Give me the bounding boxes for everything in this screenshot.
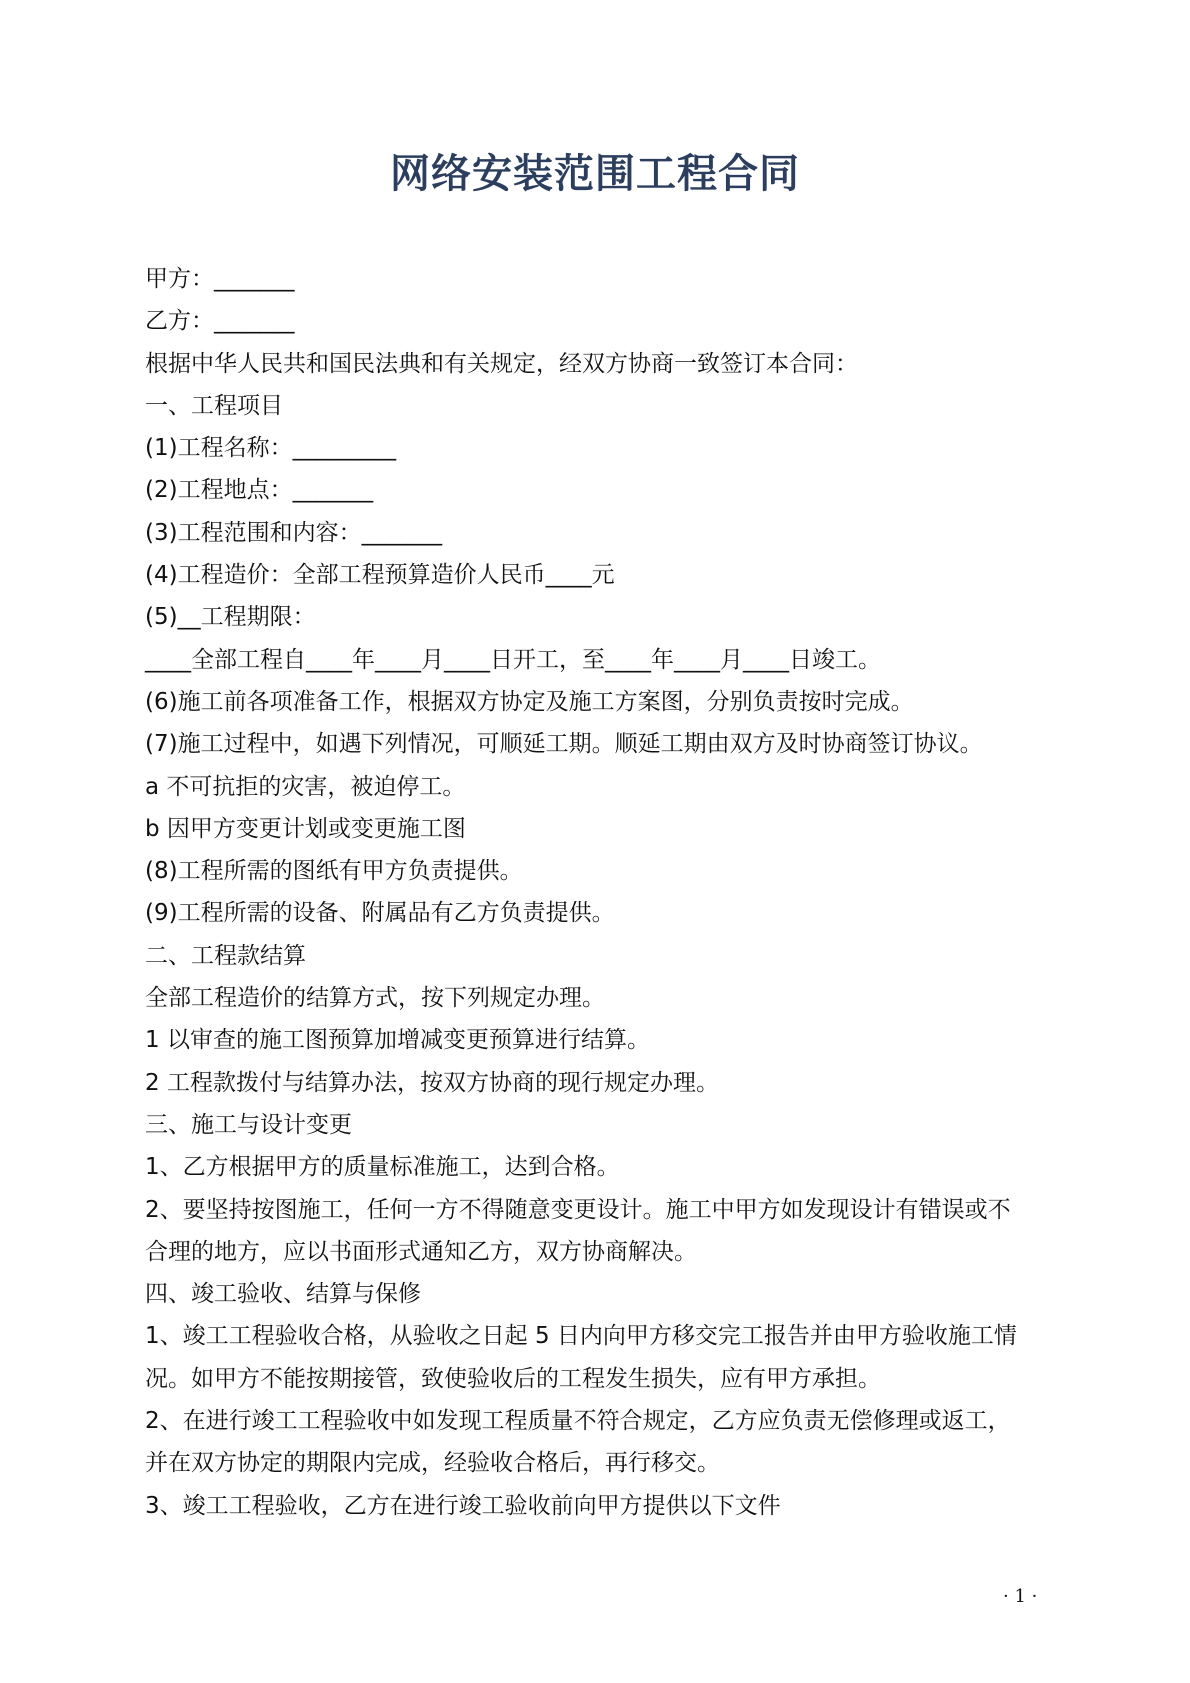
preamble-paragraph: 根据中华人民共和国民法典和有关规定，经双方协商一致签订本合同：	[145, 350, 858, 377]
party-a-line: 甲方：_______	[145, 266, 295, 292]
clause-line: (1)工程名称：_________	[145, 435, 397, 462]
clause-line: 合理的地方，应以书面形式通知乙方，双方协商解决。	[145, 1238, 697, 1265]
clause-line: (4)工程造价：全部工程预算造价人民币____元	[145, 562, 615, 589]
party-b-line: 乙方：_______	[145, 308, 295, 335]
clause-line: (8)工程所需的图纸有甲方负责提供。	[145, 858, 523, 885]
clause-line: (2)工程地点：_______	[145, 477, 374, 504]
clause-line: (6)施工前各项准备工作，根据双方协定及施工方案图，分别负责按时完成。	[145, 688, 914, 715]
document-title: 网络安装范围工程合同	[390, 151, 800, 197]
clause-line: 1 以审查的施工图预算加增减变更预算进行结算。	[145, 1027, 650, 1054]
clause-line: 2、在进行竣工工程验收中如发现工程质量不符合规定，乙方应负责无偿修理或返工，	[145, 1408, 1011, 1435]
clause-line: 2、要坚持按图施工，任何一方不得随意变更设计。施工中甲方如发现设计有错误或不	[145, 1196, 1011, 1223]
clause-line: 全部工程造价的结算方式，按下列规定办理。	[145, 985, 605, 1012]
clause-line: 1、竣工工程验收合格，从验收之日起 5 日内向甲方移交完工报告并由甲方验收施工情	[145, 1323, 1017, 1350]
clause-line: b 因甲方变更计划或变更施工图	[145, 815, 466, 842]
clause-line: (3)工程范围和内容：_______	[145, 519, 443, 546]
clause-line: a 不可抗拒的灾害，被迫停工。	[145, 773, 466, 800]
clause-line: (5)__工程期限：	[145, 604, 316, 631]
clause-line: 3、竣工工程验收，乙方在进行竣工验收前向甲方提供以下文件	[145, 1492, 781, 1519]
section-heading: 四、竣工验收、结算与保修	[145, 1281, 421, 1308]
clause-line: (9)工程所需的设备、附属品有乙方负责提供。	[145, 900, 615, 927]
clause-line: (7)施工过程中，如遇下列情况，可顺延工期。顺延工期由双方及时协商签订协议。	[145, 731, 983, 758]
clause-line: 1、乙方根据甲方的质量标准施工，达到合格。	[145, 1154, 620, 1181]
section-heading: 一、工程项目	[145, 392, 283, 419]
clause-line: ____全部工程自____年____月____日开工，至____年____月____日竣工。	[145, 646, 881, 673]
section-heading: 二、工程款结算	[145, 942, 306, 969]
clause-line: 况。如甲方不能按期接管，致使验收后的工程发生损失，应有甲方承担。	[145, 1365, 881, 1392]
page-number: · 1 ·	[1003, 1586, 1038, 1607]
clause-line: 2 工程款拨付与结算办法，按双方协商的现行规定办理。	[145, 1069, 719, 1096]
clause-line: 并在双方协定的期限内完成，经验收合格后，再行移交。	[145, 1450, 720, 1477]
section-heading: 三、施工与设计变更	[145, 1111, 352, 1138]
document-body	[145, 258, 1055, 1527]
